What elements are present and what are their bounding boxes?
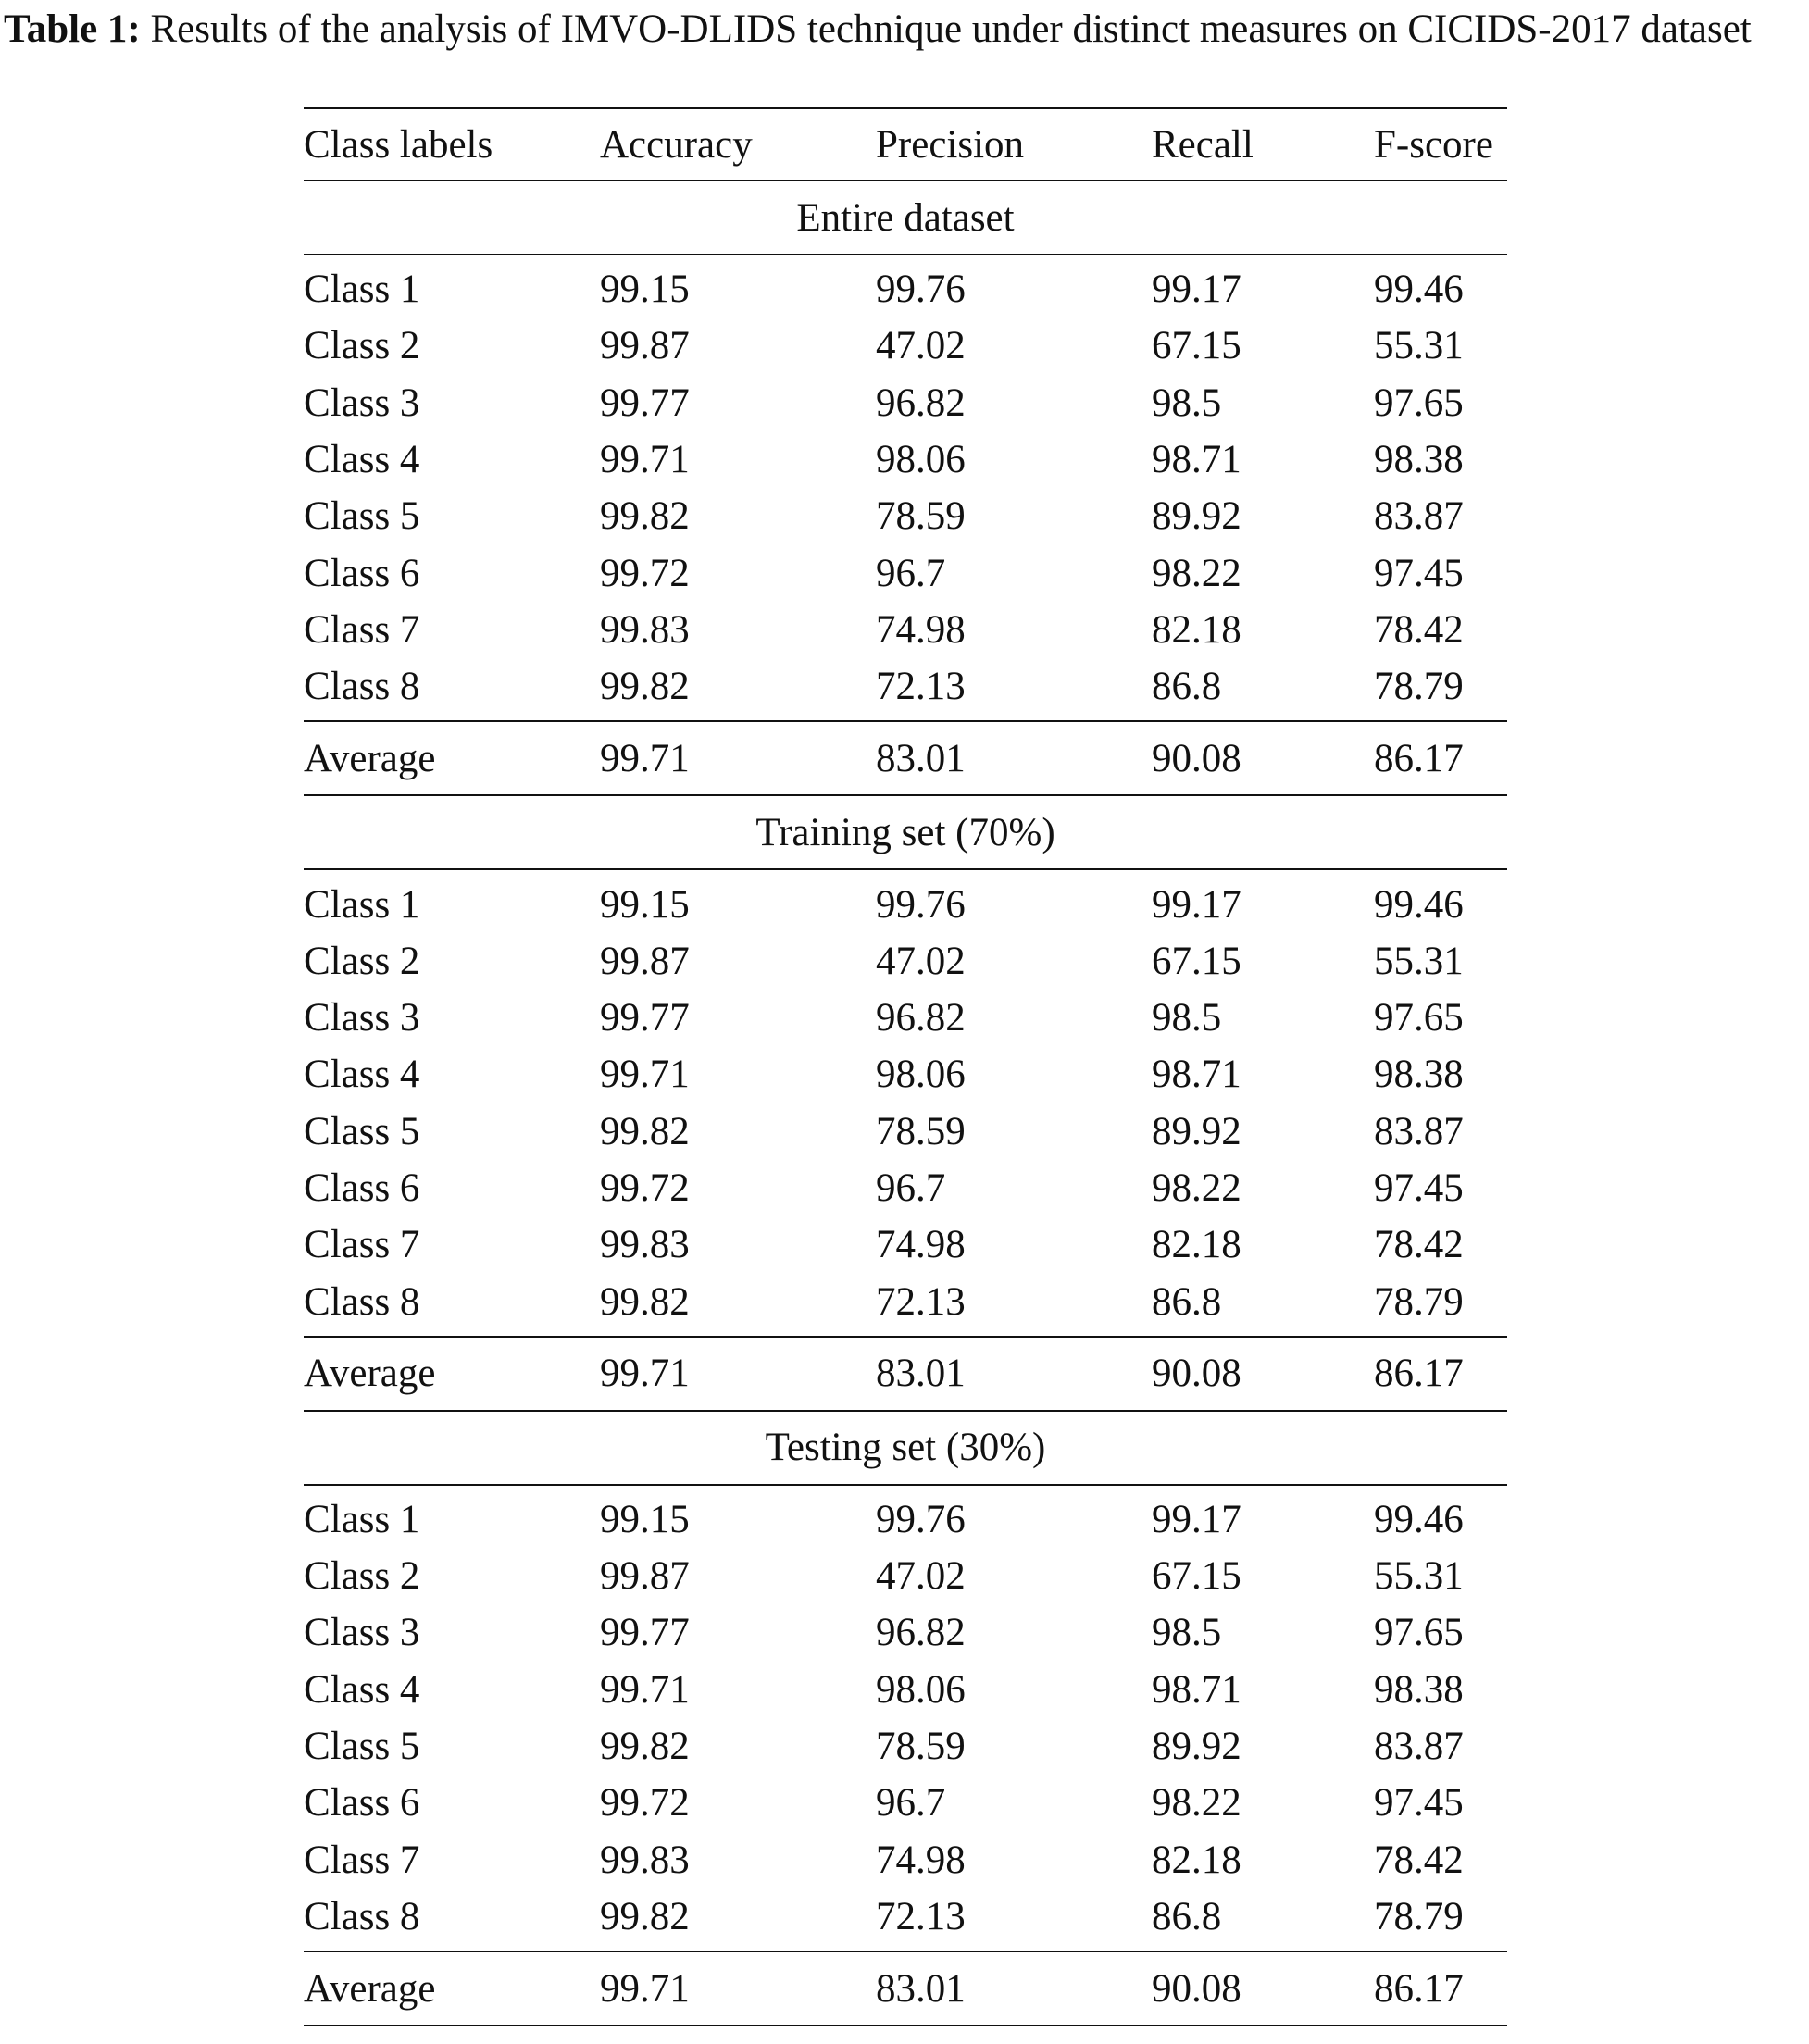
value-cell: 99.77 <box>600 996 690 1041</box>
value-cell: 78.59 <box>876 1725 966 1769</box>
table-row <box>304 255 1507 318</box>
value-cell: 72.13 <box>876 1894 966 1938</box>
row-label-cell: Class 8 <box>304 665 420 709</box>
value-cell: 98.5 <box>1152 996 1222 1041</box>
value-cell: 89.92 <box>1152 494 1241 539</box>
value-cell: 99.76 <box>876 1497 966 1541</box>
table-row <box>304 602 1507 658</box>
value-cell: 99.71 <box>600 1667 690 1712</box>
value-cell: 55.31 <box>1374 1554 1464 1599</box>
table-row <box>304 990 1507 1046</box>
value-cell: 78.59 <box>876 494 966 539</box>
average-value-cell: 90.08 <box>1152 1337 1374 1411</box>
average-label-cell: Average <box>304 1951 600 2025</box>
value-cell: 98.22 <box>1152 551 1241 595</box>
value-cell: 98.38 <box>1374 1053 1464 1097</box>
value-cell: 99.76 <box>876 268 966 312</box>
caption-label: Table 1: <box>4 7 141 51</box>
value-cell: 99.82 <box>600 1894 690 1938</box>
table-row <box>304 1832 1507 1888</box>
value-cell: 96.82 <box>876 1611 966 1655</box>
value-cell: 96.7 <box>876 1166 946 1210</box>
value-cell: 98.06 <box>876 1667 966 1712</box>
value-cell: 99.72 <box>600 1166 690 1210</box>
value-cell: 99.76 <box>876 882 966 927</box>
table-row <box>304 1103 1507 1160</box>
value-cell: 98.38 <box>1374 438 1464 482</box>
header-row <box>304 108 1507 181</box>
average-value-cell: 86.17 <box>1374 721 1507 795</box>
table-row <box>304 1160 1507 1216</box>
value-cell: 97.65 <box>1374 1611 1464 1655</box>
value-cell: 99.17 <box>1152 882 1241 927</box>
value-cell: 47.02 <box>876 939 966 983</box>
row-label-cell: Class 3 <box>304 996 420 1041</box>
value-cell: 74.98 <box>876 607 966 652</box>
value-cell: 78.79 <box>1374 665 1464 709</box>
table-row <box>304 658 1507 721</box>
value-cell: 99.83 <box>600 1838 690 1882</box>
value-cell: 99.72 <box>600 551 690 595</box>
row-label-cell: Class 5 <box>304 1109 420 1153</box>
row-label-cell: Class 5 <box>304 1725 420 1769</box>
row-label-cell: Class 4 <box>304 1053 420 1097</box>
value-cell: 98.5 <box>1152 1611 1222 1655</box>
average-value-cell: 99.71 <box>600 721 876 795</box>
value-cell: 97.45 <box>1374 1781 1464 1826</box>
row-label-cell: Class 3 <box>304 380 420 425</box>
value-cell: 99.77 <box>600 380 690 425</box>
table-row <box>304 375 1507 431</box>
value-cell: 97.65 <box>1374 996 1464 1041</box>
average-value-cell: 86.17 <box>1374 1951 1507 2025</box>
table-caption <box>4 4 1800 55</box>
average-value-cell: 83.01 <box>876 1337 1152 1411</box>
value-cell: 99.71 <box>600 1053 690 1097</box>
table-row <box>304 431 1507 488</box>
value-cell: 99.77 <box>600 1611 690 1655</box>
header-precision: Precision <box>876 108 1152 181</box>
value-cell: 99.15 <box>600 882 690 927</box>
row-label-cell: Class 4 <box>304 1667 420 1712</box>
table-row <box>304 1548 1507 1604</box>
value-cell: 99.87 <box>600 939 690 983</box>
table-row <box>304 1046 1507 1103</box>
value-cell: 67.15 <box>1152 939 1241 983</box>
table-row <box>304 1273 1507 1336</box>
row-label-cell: Class 7 <box>304 607 420 652</box>
value-cell: 98.38 <box>1374 1667 1464 1712</box>
value-cell: 99.87 <box>600 324 690 368</box>
table-body <box>304 181 1507 2025</box>
average-row <box>304 721 1507 795</box>
value-cell: 72.13 <box>876 1279 966 1324</box>
value-cell: 98.06 <box>876 1053 966 1097</box>
average-value-cell: 86.17 <box>1374 1337 1507 1411</box>
row-label-cell: Class 6 <box>304 1781 420 1826</box>
table-row <box>304 488 1507 544</box>
table-row <box>304 1718 1507 1775</box>
value-cell: 98.5 <box>1152 380 1222 425</box>
value-cell: 78.59 <box>876 1109 966 1153</box>
row-label-cell: Class 5 <box>304 494 420 539</box>
value-cell: 99.82 <box>600 665 690 709</box>
header-class-labels: Class labels <box>304 108 600 181</box>
results-table-container <box>304 107 1507 2026</box>
row-label-cell: Class 4 <box>304 438 420 482</box>
value-cell: 74.98 <box>876 1223 966 1267</box>
table-row <box>304 1775 1507 1831</box>
value-cell: 99.82 <box>600 1279 690 1324</box>
value-cell: 86.8 <box>1152 1894 1222 1938</box>
value-cell: 74.98 <box>876 1838 966 1882</box>
value-cell: 82.18 <box>1152 1838 1241 1882</box>
row-label-cell: Class 7 <box>304 1223 420 1267</box>
average-value-cell: 83.01 <box>876 721 1152 795</box>
table-row <box>304 1216 1507 1273</box>
row-label-cell: Class 2 <box>304 939 420 983</box>
value-cell: 98.71 <box>1152 1667 1241 1712</box>
results-table <box>304 107 1507 2026</box>
value-cell: 78.79 <box>1374 1279 1464 1324</box>
caption-text: Results of the analysis of IMVO-DLIDS technique under distinct measures on CICIDS-2017 dataset <box>140 7 1752 51</box>
value-cell: 47.02 <box>876 324 966 368</box>
section-header-row <box>304 1411 1507 1485</box>
value-cell: 55.31 <box>1374 324 1464 368</box>
value-cell: 67.15 <box>1152 324 1241 368</box>
section-title: Testing set (30%) <box>304 1411 1507 1485</box>
value-cell: 99.15 <box>600 268 690 312</box>
table-row <box>304 318 1507 374</box>
value-cell: 72.13 <box>876 665 966 709</box>
row-label-cell: Class 2 <box>304 324 420 368</box>
section-title: Entire dataset <box>304 181 1507 255</box>
value-cell: 96.7 <box>876 551 946 595</box>
value-cell: 89.92 <box>1152 1725 1241 1769</box>
row-label-cell: Class 7 <box>304 1838 420 1882</box>
value-cell: 99.17 <box>1152 268 1241 312</box>
table-row <box>304 1604 1507 1661</box>
value-cell: 96.7 <box>876 1781 946 1826</box>
value-cell: 99.82 <box>600 1725 690 1769</box>
value-cell: 99.82 <box>600 494 690 539</box>
value-cell: 89.92 <box>1152 1109 1241 1153</box>
header-f-score: F-score <box>1374 108 1507 181</box>
value-cell: 99.82 <box>600 1109 690 1153</box>
value-cell: 86.8 <box>1152 1279 1222 1324</box>
row-label-cell: Class 1 <box>304 882 420 927</box>
row-label-cell: Class 8 <box>304 1894 420 1938</box>
value-cell: 97.45 <box>1374 551 1464 595</box>
row-label-cell: Class 6 <box>304 551 420 595</box>
average-value-cell: 90.08 <box>1152 1951 1374 2025</box>
table-row <box>304 1888 1507 1951</box>
section-header-row <box>304 795 1507 869</box>
header-accuracy: Accuracy <box>600 108 876 181</box>
value-cell: 98.22 <box>1152 1781 1241 1826</box>
value-cell: 97.45 <box>1374 1166 1464 1210</box>
average-value-cell: 99.71 <box>600 1337 876 1411</box>
value-cell: 55.31 <box>1374 939 1464 983</box>
average-value-cell: 99.71 <box>600 1951 876 2025</box>
average-value-cell: 83.01 <box>876 1951 1152 2025</box>
average-label-cell: Average <box>304 1337 600 1411</box>
average-label-cell: Average <box>304 721 600 795</box>
value-cell: 98.22 <box>1152 1166 1241 1210</box>
value-cell: 99.17 <box>1152 1497 1241 1541</box>
row-label-cell: Class 6 <box>304 1166 420 1210</box>
value-cell: 99.46 <box>1374 268 1464 312</box>
table-row <box>304 544 1507 601</box>
value-cell: 98.71 <box>1152 438 1241 482</box>
value-cell: 67.15 <box>1152 1554 1241 1599</box>
value-cell: 98.06 <box>876 438 966 482</box>
value-cell: 99.83 <box>600 607 690 652</box>
value-cell: 82.18 <box>1152 1223 1241 1267</box>
value-cell: 78.79 <box>1374 1894 1464 1938</box>
row-label-cell: Class 3 <box>304 1611 420 1655</box>
average-value-cell: 90.08 <box>1152 721 1374 795</box>
row-label-cell: Class 1 <box>304 1497 420 1541</box>
header-recall: Recall <box>1152 108 1374 181</box>
value-cell: 78.42 <box>1374 1838 1464 1882</box>
value-cell: 78.42 <box>1374 1223 1464 1267</box>
value-cell: 99.87 <box>600 1554 690 1599</box>
row-label-cell: Class 1 <box>304 268 420 312</box>
value-cell: 96.82 <box>876 380 966 425</box>
value-cell: 83.87 <box>1374 1109 1464 1153</box>
row-label-cell: Class 2 <box>304 1554 420 1599</box>
value-cell: 83.87 <box>1374 494 1464 539</box>
value-cell: 98.71 <box>1152 1053 1241 1097</box>
value-cell: 99.46 <box>1374 882 1464 927</box>
value-cell: 78.42 <box>1374 607 1464 652</box>
value-cell: 83.87 <box>1374 1725 1464 1769</box>
table-row <box>304 933 1507 990</box>
average-row <box>304 1951 1507 2025</box>
section-title: Training set (70%) <box>304 795 1507 869</box>
row-label-cell: Class 8 <box>304 1279 420 1324</box>
table-row <box>304 1485 1507 1548</box>
table-row <box>304 1662 1507 1718</box>
value-cell: 99.15 <box>600 1497 690 1541</box>
section-header-row <box>304 181 1507 255</box>
value-cell: 86.8 <box>1152 665 1222 709</box>
value-cell: 99.46 <box>1374 1497 1464 1541</box>
value-cell: 96.82 <box>876 996 966 1041</box>
value-cell: 99.71 <box>600 438 690 482</box>
value-cell: 97.65 <box>1374 380 1464 425</box>
value-cell: 99.83 <box>600 1223 690 1267</box>
value-cell: 99.72 <box>600 1781 690 1826</box>
table-row <box>304 869 1507 932</box>
value-cell: 82.18 <box>1152 607 1241 652</box>
value-cell: 47.02 <box>876 1554 966 1599</box>
average-row <box>304 1337 1507 1411</box>
